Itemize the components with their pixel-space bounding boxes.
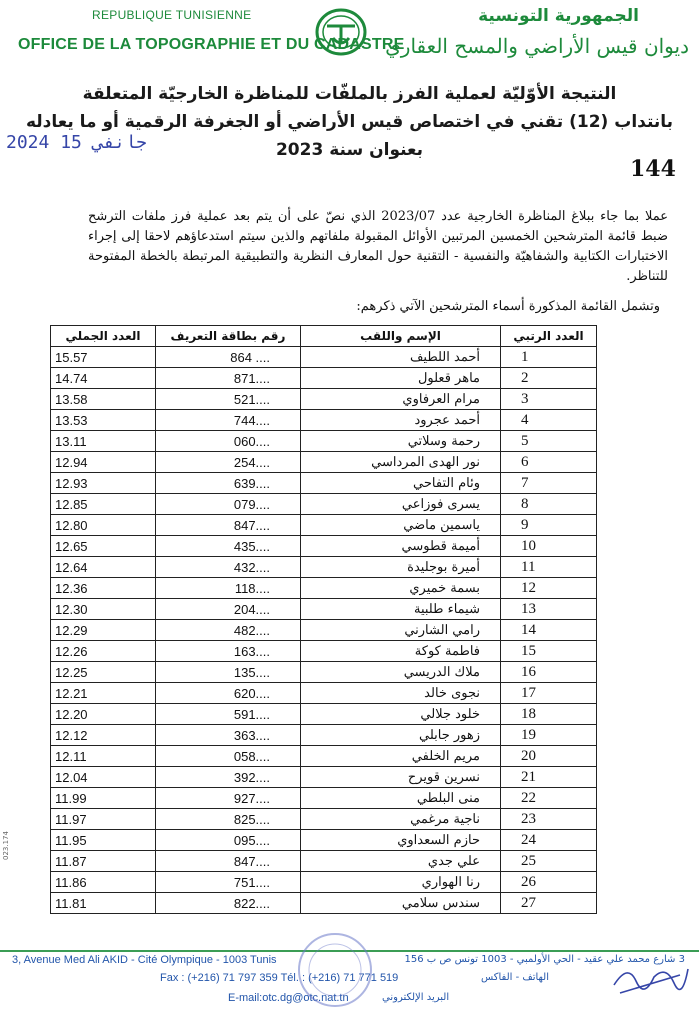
cell-name: شيماء طلبية (301, 599, 501, 620)
table-row (51, 809, 597, 830)
table-row (51, 872, 597, 893)
cell-total: 12.26 (51, 641, 156, 662)
cell-id: 620.... (156, 683, 301, 704)
table-row (51, 788, 597, 809)
cell-rank: 9 (501, 515, 597, 536)
cell-id: 432.... (156, 557, 301, 578)
table-row (51, 893, 597, 914)
table-row (51, 641, 597, 662)
cell-total: 12.64 (51, 557, 156, 578)
cell-rank: 20 (501, 746, 597, 767)
cell-id: 118.... (156, 578, 301, 599)
cell-name: أميمة قطوسي (301, 536, 501, 557)
cell-total: 12.25 (51, 662, 156, 683)
cell-name: أحمد اللطيف (301, 347, 501, 368)
footer-phone-fr: Fax : (+216) 71 797 359 Tél. : (+216) 71 771 519 (160, 972, 399, 984)
cell-name: رامي الشارني (301, 620, 501, 641)
cell-total: 12.65 (51, 536, 156, 557)
cell-id: 079.... (156, 494, 301, 515)
table-row (51, 746, 597, 767)
cell-id: 847.... (156, 515, 301, 536)
table-row (51, 725, 597, 746)
cell-id: 135.... (156, 662, 301, 683)
header-total: العدد الجملي (51, 326, 156, 347)
cell-total: 13.58 (51, 389, 156, 410)
cell-total: 12.21 (51, 683, 156, 704)
cell-name: زهور جابلي (301, 725, 501, 746)
title-line-1: النتيجة الأوّليّة لعملية الفرز بالملفّات للمناظرة الخارجيّة المتعلقة (82, 84, 617, 104)
table-row (51, 851, 597, 872)
cell-name: أحمد عجرود (301, 410, 501, 431)
results-table (50, 325, 597, 914)
list-intro: وتشمل القائمة المذكورة أسماء المترشحين الآتي ذكرهم: (356, 299, 660, 314)
cell-total: 13.53 (51, 410, 156, 431)
table-row (51, 578, 597, 599)
cell-rank: 11 (501, 557, 597, 578)
cell-rank: 3 (501, 389, 597, 410)
table-row (51, 557, 597, 578)
cell-total: 12.20 (51, 704, 156, 725)
table-row (51, 410, 597, 431)
cell-name: علي جدي (301, 851, 501, 872)
date-stamp: 2024 جانفي 15 (6, 132, 147, 153)
cell-total: 12.36 (51, 578, 156, 599)
cell-total: 11.81 (51, 893, 156, 914)
table-header-row (51, 326, 597, 347)
cell-name: مرام العرفاوي (301, 389, 501, 410)
table-row (51, 683, 597, 704)
cell-id: 095.... (156, 830, 301, 851)
cell-id: 521.... (156, 389, 301, 410)
cell-rank: 12 (501, 578, 597, 599)
header-republic-ar: الجمهورية التونسية (478, 6, 639, 26)
cell-total: 12.93 (51, 473, 156, 494)
cell-rank: 19 (501, 725, 597, 746)
cell-total: 12.29 (51, 620, 156, 641)
table-row (51, 473, 597, 494)
cell-rank: 4 (501, 410, 597, 431)
cell-total: 13.11 (51, 431, 156, 452)
table-row (51, 368, 597, 389)
cell-rank: 15 (501, 641, 597, 662)
table-row (51, 599, 597, 620)
cell-rank: 25 (501, 851, 597, 872)
side-reference: 023.174 (2, 831, 10, 860)
cell-total: 12.85 (51, 494, 156, 515)
cell-id: 751.... (156, 872, 301, 893)
header-name: الإسم واللقب (301, 326, 501, 347)
table-row (51, 536, 597, 557)
table-row (51, 767, 597, 788)
cell-id: 058.... (156, 746, 301, 767)
cell-id: 060.... (156, 431, 301, 452)
cell-id: 254.... (156, 452, 301, 473)
cell-total: 15.57 (51, 347, 156, 368)
cell-id: 392.... (156, 767, 301, 788)
cell-rank: 21 (501, 767, 597, 788)
table-row (51, 452, 597, 473)
cell-name: رنا الهواري (301, 872, 501, 893)
cell-name: بسمة خميري (301, 578, 501, 599)
cell-rank: 18 (501, 704, 597, 725)
intro-paragraph: عملا بما جاء ببلاغ المناظرة الخارجية عدد 2023/07 الذي نصّ على أن يتم بعد عملية فرز ملفات الترشح ضبط قائمة المترشحين الخمسين المرتبين الأوائل المقبولة ملفاتهم والذين سيتم استدعاؤهم لاحقا إلى إجراء الاختبارات الكتابية والشفاهيّة والنفسية - التقنية حول المعارف النظرية والتطبيقية المرتبطة بالخطة المفتوحة للتناظر. (88, 209, 668, 284)
table-row (51, 830, 597, 851)
cell-name: يسرى فوزاعي (301, 494, 501, 515)
cell-rank: 17 (501, 683, 597, 704)
cell-rank: 13 (501, 599, 597, 620)
cell-name: ماهر قعلول (301, 368, 501, 389)
table-row (51, 515, 597, 536)
cell-rank: 2 (501, 368, 597, 389)
page-number: 144 (630, 156, 676, 182)
cell-total: 11.97 (51, 809, 156, 830)
cell-rank: 27 (501, 893, 597, 914)
footer-address-fr: 3, Avenue Med Ali AKID - Cité Olympique - 1003 Tunis (12, 954, 277, 966)
cell-id: 363.... (156, 725, 301, 746)
cell-id: 822.... (156, 893, 301, 914)
cell-id: 591.... (156, 704, 301, 725)
cell-name: حازم السعداوي (301, 830, 501, 851)
cell-rank: 5 (501, 431, 597, 452)
cell-total: 12.11 (51, 746, 156, 767)
cell-id: 864 .... (156, 347, 301, 368)
cell-rank: 8 (501, 494, 597, 515)
cell-rank: 6 (501, 452, 597, 473)
cell-name: خلود جلالي (301, 704, 501, 725)
table-row (51, 494, 597, 515)
table-row (51, 431, 597, 452)
table-row (51, 347, 597, 368)
table-row (51, 620, 597, 641)
cell-total: 11.86 (51, 872, 156, 893)
cell-name: نسرين قويرح (301, 767, 501, 788)
footer-email: E-mail:otc.dg@otc.nat.tn (228, 992, 349, 1004)
cell-total: 11.87 (51, 851, 156, 872)
cell-id: 847.... (156, 851, 301, 872)
cell-rank: 24 (501, 830, 597, 851)
office-logo-icon (315, 8, 367, 56)
cell-total: 12.94 (51, 452, 156, 473)
cell-total: 14.74 (51, 368, 156, 389)
cell-id: 639.... (156, 473, 301, 494)
cell-rank: 22 (501, 788, 597, 809)
table-row (51, 389, 597, 410)
cell-total: 11.95 (51, 830, 156, 851)
cell-total: 12.12 (51, 725, 156, 746)
cell-name: أميرة بوجليدة (301, 557, 501, 578)
header-rank: العدد الرتبي (501, 326, 597, 347)
footer-address-ar: 3 شارع محمد علي عقيد - الحي الأولمبي - 1003 تونس ص ب 156 (404, 954, 685, 965)
cell-id: 927.... (156, 788, 301, 809)
cell-id: 871.... (156, 368, 301, 389)
table-row (51, 704, 597, 725)
title-line-2: بانتداب (12) تقني في اختصاص قيس الأراضي أو الجغرفة الرقمية أو ما يعادله (25, 112, 674, 132)
cell-total: 12.30 (51, 599, 156, 620)
cell-name: نور الهدى المرداسي (301, 452, 501, 473)
cell-rank: 14 (501, 620, 597, 641)
header-id: رقم بطاقة التعريف (156, 326, 301, 347)
cell-name: سندس سلامي (301, 893, 501, 914)
cell-rank: 16 (501, 662, 597, 683)
cell-total: 12.04 (51, 767, 156, 788)
header-office-ar: ديوان قيس الأراضي والمسح العقاري (385, 34, 689, 58)
title-line-3: بعنوان سنة 2023 (275, 140, 424, 160)
cell-name: فاطمة كوكة (301, 641, 501, 662)
cell-name: نجوى خالد (301, 683, 501, 704)
cell-name: مريم الخلفي (301, 746, 501, 767)
cell-total: 12.80 (51, 515, 156, 536)
cell-name: وئام التفاحي (301, 473, 501, 494)
cell-id: 435.... (156, 536, 301, 557)
header-office-fr: OFFICE DE LA TOPOGRAPHIE ET DU CADASTRE (18, 36, 405, 53)
cell-id: 744.... (156, 410, 301, 431)
cell-id: 825.... (156, 809, 301, 830)
cell-name: منى البلطي (301, 788, 501, 809)
cell-rank: 10 (501, 536, 597, 557)
cell-id: 482.... (156, 620, 301, 641)
cell-name: ناجية مرغمي (301, 809, 501, 830)
signature-icon (610, 955, 690, 1000)
cell-name: ياسمين ماضي (301, 515, 501, 536)
cell-id: 204.... (156, 599, 301, 620)
cell-rank: 23 (501, 809, 597, 830)
cell-rank: 7 (501, 473, 597, 494)
cell-total: 11.99 (51, 788, 156, 809)
header-republic-fr: REPUBLIQUE TUNISIENNE (92, 8, 252, 22)
cell-rank: 1 (501, 347, 597, 368)
cell-name: ملاك الدريسي (301, 662, 501, 683)
cell-name: رحمة وسلاتي (301, 431, 501, 452)
cell-rank: 26 (501, 872, 597, 893)
official-seal-icon (285, 930, 385, 1010)
cell-id: 163.... (156, 641, 301, 662)
footer-email-ar: البريد الإلكتروني (382, 992, 450, 1003)
footer-phone-ar: الهاتف - الفاكس (480, 972, 549, 983)
table-row (51, 662, 597, 683)
